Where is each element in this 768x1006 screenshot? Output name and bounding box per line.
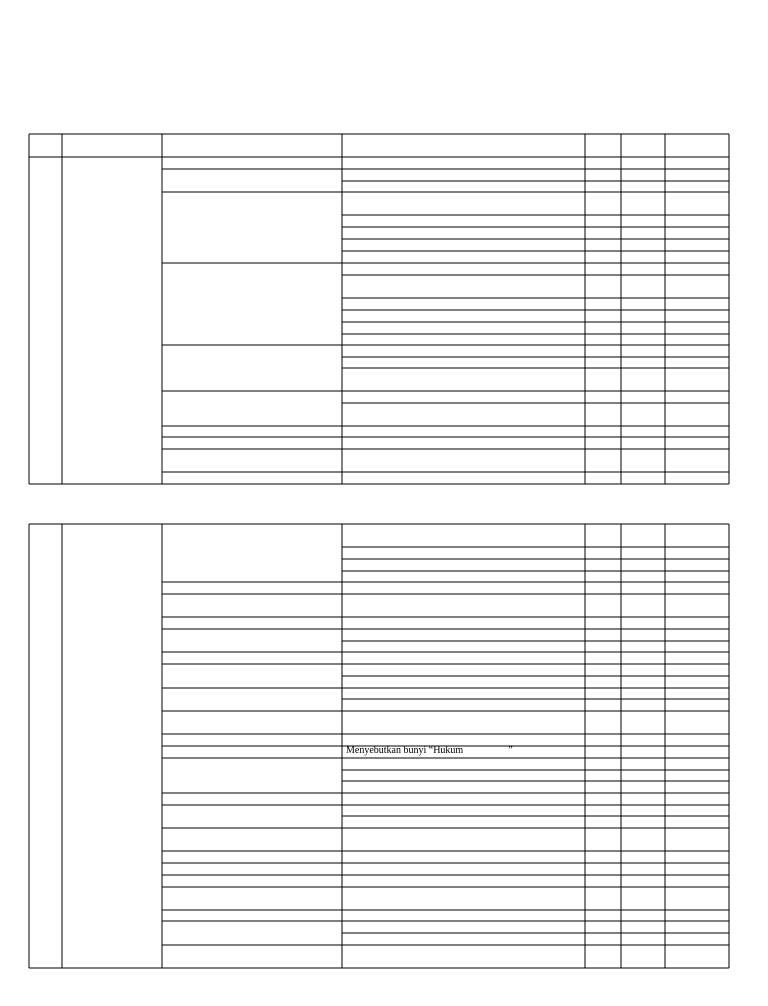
table-cell-text: Menyebutkan bunyi “Hukum ” bbox=[346, 745, 513, 756]
